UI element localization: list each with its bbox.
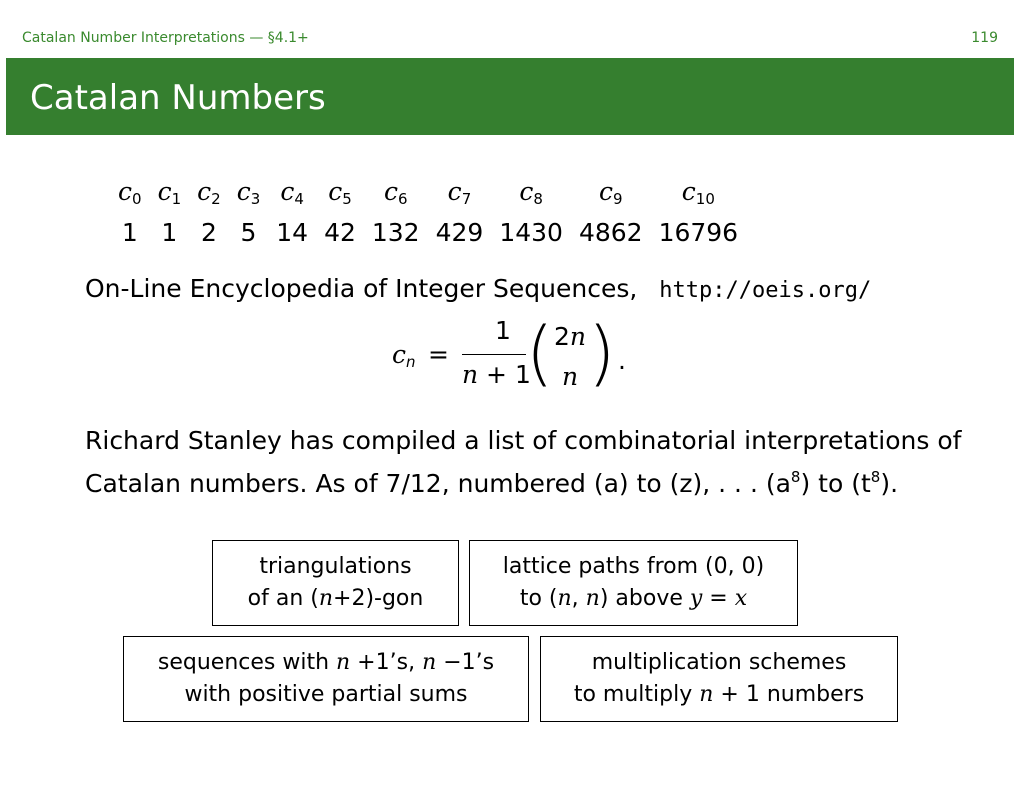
- symbol-cell: $c_6$: [383, 177, 408, 208]
- catalan-formula: [392, 314, 642, 396]
- box-line: multiplication schemes: [591, 650, 847, 675]
- value-cell: 1: [121, 218, 138, 247]
- symbol-cell: $c_9$: [598, 177, 623, 208]
- value-cell: 42: [324, 218, 356, 247]
- page-number: 119: [971, 30, 998, 46]
- value-cell: 1: [161, 218, 178, 247]
- symbol-cell: $c_{10}$: [681, 177, 715, 208]
- right-paren: ): [588, 312, 616, 394]
- symbol-cell: $c_8$: [519, 177, 543, 208]
- value-cell: 16796: [658, 218, 739, 247]
- box-line: triangulations: [259, 554, 412, 579]
- paragraph-line-1: Richard Stanley has compiled a list of combinatorial interpretations of: [85, 426, 962, 455]
- value-cell: 1430: [499, 218, 563, 247]
- box-multiplication: [540, 636, 898, 722]
- value-cell: 429: [435, 218, 484, 247]
- box-line: of an (n+2)-gon: [247, 586, 424, 611]
- paragraph-line-2: Catalan numbers. As of 7/12, numbered (a) to (z), . . . $(a^8)$ to $(t^8)$.: [85, 468, 899, 498]
- symbol-cell: $c_5$: [328, 177, 352, 208]
- catalan-sequence-table: [110, 175, 746, 250]
- formula-equals: =: [428, 340, 449, 369]
- formula-lhs: $c_n$: [392, 340, 416, 371]
- oeis-line: [85, 274, 871, 303]
- symbol-cell: $c_4$: [280, 177, 304, 208]
- symbol-cell: $c_1$: [157, 177, 182, 208]
- title-bar: [6, 58, 1014, 135]
- fraction-numerator: 1: [495, 316, 511, 345]
- fraction-denominator: n + 1: [462, 360, 531, 389]
- running-header: Catalan Number Interpretations — §4.1+: [22, 30, 309, 46]
- symbol-cell: $c_7$: [447, 177, 472, 208]
- box-line: sequences with n +1’s, n −1’s: [157, 650, 495, 675]
- box-line: to (n, n) above y = x: [519, 586, 748, 611]
- box-sequences: [123, 636, 529, 722]
- binomial-bottom: n: [561, 362, 579, 391]
- value-cell: 5: [240, 218, 257, 247]
- binomial-top: 2n: [553, 322, 586, 351]
- value-cell: 4862: [578, 218, 643, 247]
- oeis-link[interactable]: http://oeis.org/: [659, 278, 872, 303]
- symbol-cell: $c_0$: [118, 177, 142, 208]
- box-line: lattice paths from (0, 0): [502, 554, 765, 579]
- symbol-cell: $c_2$: [197, 177, 221, 208]
- value-cell: 132: [371, 218, 420, 247]
- box-triangulations: [212, 540, 459, 626]
- box-line: with positive partial sums: [184, 682, 468, 707]
- sequence-symbols-row: [110, 175, 746, 216]
- left-paren: (: [526, 312, 554, 394]
- stanley-paragraph: [85, 422, 985, 502]
- value-cell: 2: [200, 218, 217, 247]
- slide-title: Catalan Numbers: [30, 78, 326, 118]
- value-cell: 14: [276, 218, 309, 247]
- sequence-values-row: [110, 216, 746, 250]
- fraction-bar: [462, 354, 526, 355]
- symbol-cell: $c_3$: [236, 177, 261, 208]
- formula-period: .: [618, 346, 626, 375]
- box-line: to multiply n + 1 numbers: [573, 682, 865, 707]
- oeis-text: On-Line Encyclopedia of Integer Sequences,: [85, 274, 638, 303]
- box-lattice-paths: [469, 540, 798, 626]
